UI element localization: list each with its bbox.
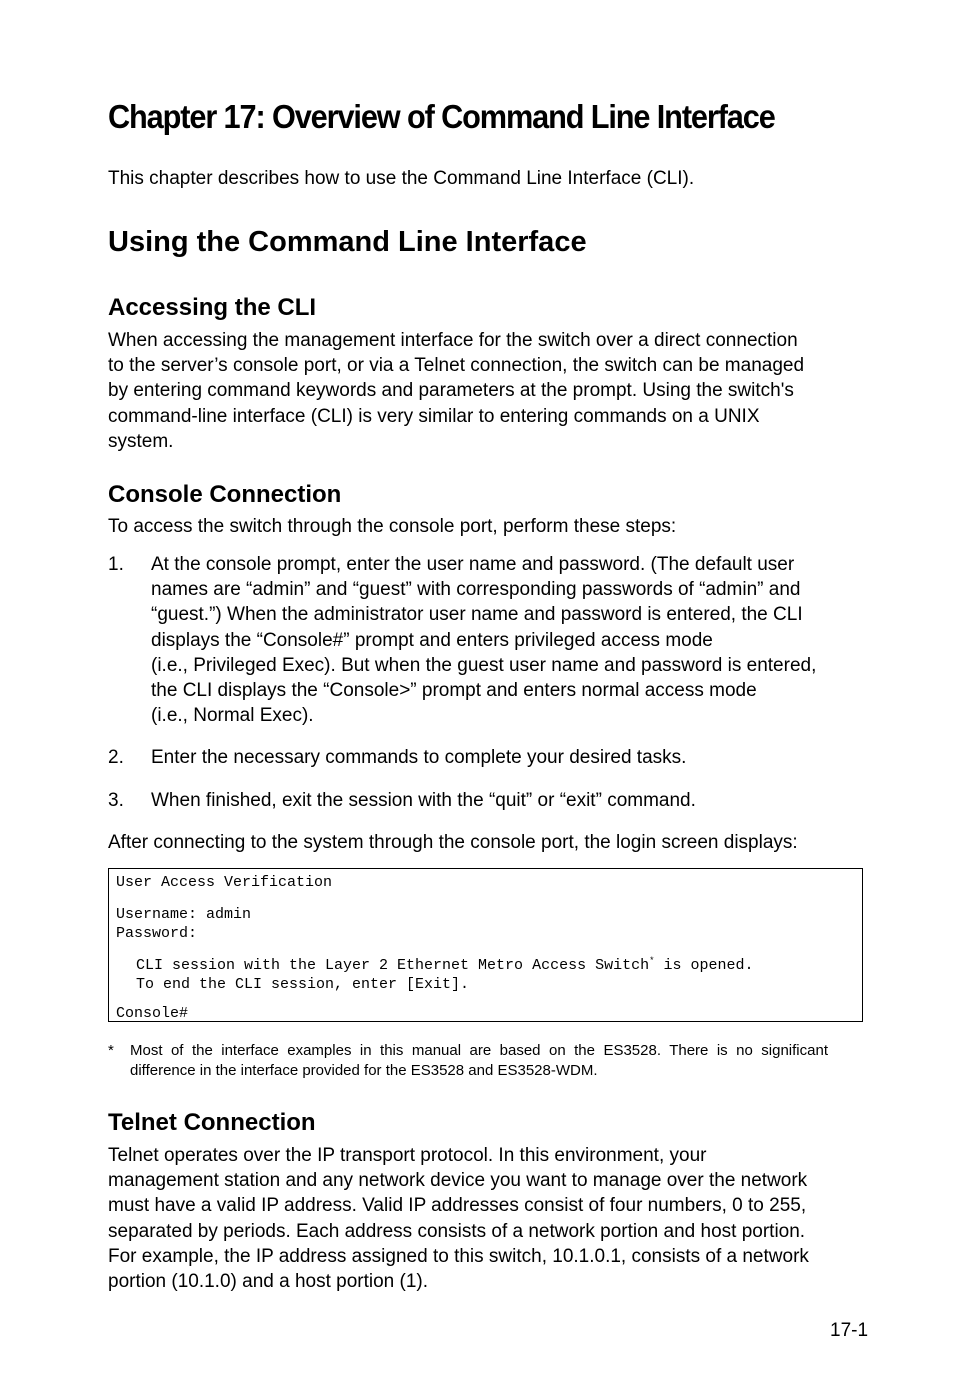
step-line: displays the “Console#” prompt and enters privileged access mode (151, 629, 713, 651)
step-number: 3. (108, 789, 124, 811)
accessing-line-5: system. (108, 430, 174, 452)
footnote-mark: * (108, 1042, 114, 1059)
code-session-suffix: is opened. (654, 957, 754, 974)
telnet-line: must have a valid IP address. Valid IP addresses consist of four numbers, 0 to 255, (108, 1195, 807, 1217)
telnet-heading: Telnet Connection (108, 1109, 316, 1136)
accessing-line-4: command-line interface (CLI) is very similar to entering commands on a UNIX (108, 405, 760, 427)
telnet-body (108, 1143, 878, 1294)
step-line: When finished, exit the session with the “quit” or “exit” command. (151, 789, 696, 811)
step-number: 2. (108, 747, 124, 769)
step-3 (108, 788, 878, 813)
accessing-line-1: When accessing the management interface for the switch over a direct connection (108, 330, 798, 351)
page-number: 17-1 (830, 1320, 869, 1341)
accessing-line-3: by entering command keywords and parameters at the prompt. Using the switch's (108, 380, 794, 402)
step-2 (108, 745, 878, 770)
code-line-username: Username: admin (116, 906, 252, 923)
step-line: names are “admin” and “guest” with corresponding passwords of “admin” and (151, 579, 801, 601)
code-line-exit-hint: To end the CLI session, enter [Exit]. (136, 976, 470, 993)
footnote-reference: * (649, 956, 655, 966)
step-line: “guest.”) When the administrator user name and password is entered, the CLI (151, 604, 803, 626)
chapter-intro: This chapter describes how to use the Command Line Interface (CLI). (108, 168, 695, 189)
telnet-line: Telnet operates over the IP transport protocol. In this environment, your (108, 1145, 707, 1166)
step-line: (i.e., Normal Exec). (151, 705, 314, 727)
section-title: Using the Command Line Interface (108, 226, 587, 258)
code-line-title: User Access Verification (116, 874, 333, 891)
telnet-line: separated by periods. Each address consists of a network portion and host portion. (108, 1220, 806, 1242)
footnote (108, 1041, 828, 1081)
accessing-body (108, 328, 878, 454)
console-intro: To access the switch through the console port, perform these steps: (108, 516, 677, 537)
console-steps (108, 552, 878, 830)
step-line: (i.e., Privileged Exec). But when the guest user name and password is entered, (151, 654, 817, 676)
login-screen-example (108, 868, 863, 1022)
step-number: 1. (108, 554, 124, 575)
telnet-line: management station and any network device you want to manage over the network (108, 1170, 808, 1192)
step-line: Enter the necessary commands to complete your desired tasks. (151, 747, 687, 769)
chapter-title: Chapter 17: Overview of Command Line Interface (108, 98, 775, 135)
accessing-line-2: to the server’s console port, or via a Telnet connection, the switch can be managed (108, 355, 805, 377)
telnet-line: For example, the IP address assigned to this switch, 10.1.0.1, consists of a network (108, 1245, 809, 1267)
step-line: the CLI displays the “Console>” prompt and enters normal access mode (151, 680, 757, 702)
footnote-text: Most of the interface examples in this manual are based on the ES3528. There is no significant difference in the interface provided for the ES3528 and ES3528-WDM. (130, 1042, 828, 1079)
console-heading: Console Connection (108, 481, 342, 508)
code-line-prompt: Console# (116, 1005, 189, 1022)
code-session-text: CLI session with the Layer 2 Ethernet Metro Access Switch (136, 957, 650, 974)
step-1 (108, 552, 878, 728)
code-line-password: Password: (116, 925, 198, 942)
accessing-heading: Accessing the CLI (108, 294, 317, 321)
code-line-session (116, 956, 862, 975)
telnet-line: portion (10.1.0) and a host portion (1). (108, 1271, 429, 1293)
login-screen-intro: After connecting to the system through the console port, the login screen displays: (108, 832, 798, 853)
step-line: At the console prompt, enter the user name and password. (The default user (151, 554, 795, 575)
